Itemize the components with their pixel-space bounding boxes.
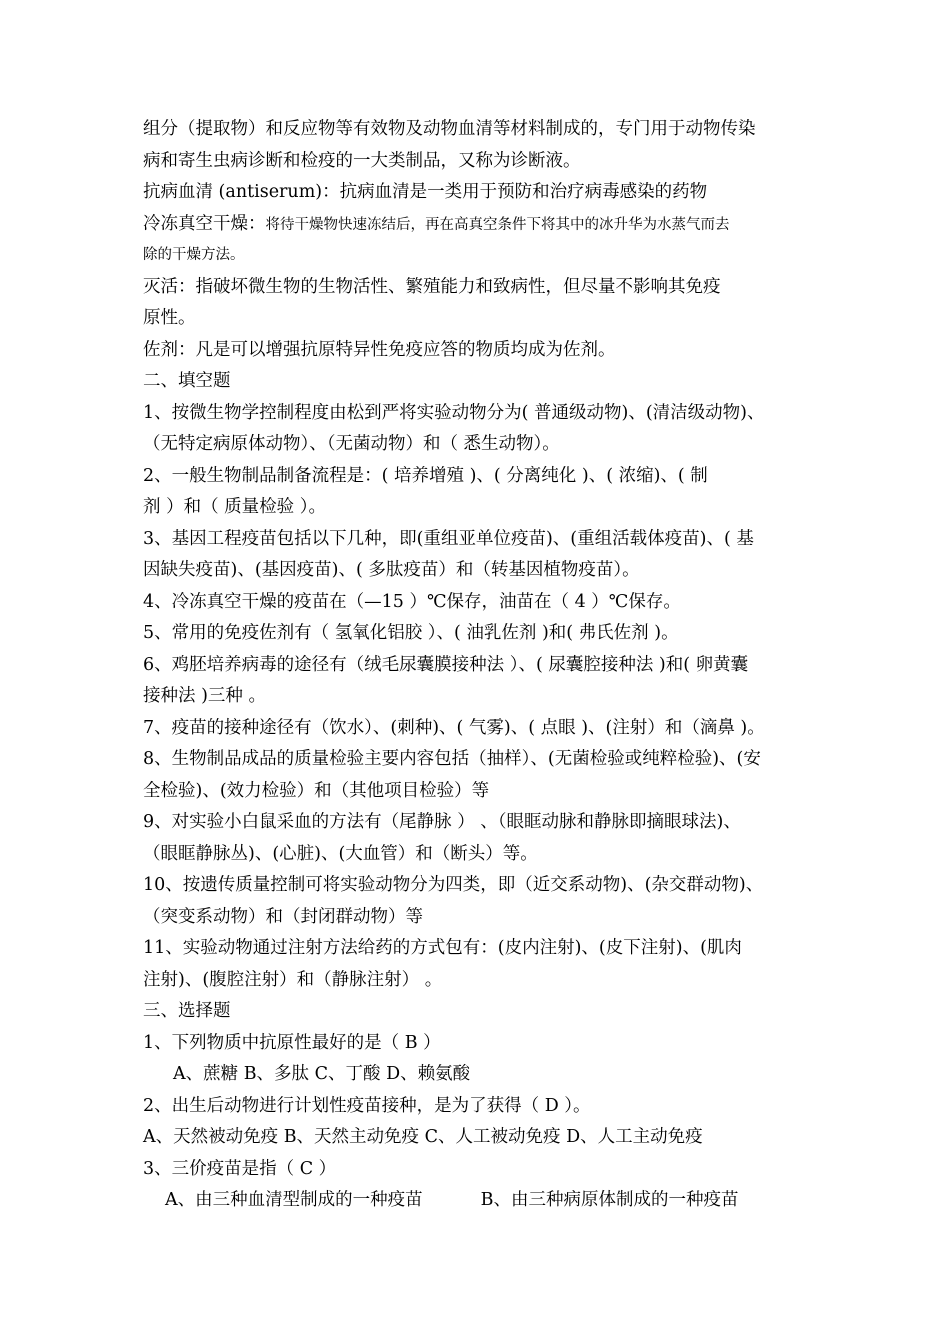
text-line: 除的干燥方法。	[143, 247, 245, 263]
text-line: 灭活：指破坏微生物的生物活性、繁殖能力和致病性，但尽量不影响其免疫	[143, 276, 721, 297]
text-line: 4、冷冻真空干燥的疫苗在（—15 ）℃保存，油苗在（ 4 ）℃保存。	[143, 591, 681, 612]
question-options: A、蔗糖 B、多肽 C、丁酸 D、赖氨酸	[173, 1064, 471, 1084]
document-body	[143, 114, 818, 1217]
question-options	[143, 1185, 818, 1217]
text-line: 佐剂：凡是可以增强抗原特异性免疫应答的物质均成为佐剂。	[143, 339, 616, 360]
section-heading: 二、填空题	[143, 371, 231, 391]
text-line: 1、按微生物学控制程度由松到严将实验动物分为( 普通级动物)、(清洁级动物)、	[143, 402, 765, 423]
question: 1、下列物质中抗原性最好的是（ B ）	[143, 1032, 441, 1053]
text-line: （无特定病原体动物）、（无菌动物）和（ 悉生动物）。	[143, 434, 560, 454]
question: 3、三价疫苗是指（ C ）	[143, 1158, 337, 1179]
section-heading: 三、选择题	[143, 1001, 231, 1021]
text-line: 11、实验动物通过注射方法给药的方式包有：(皮内注射)、(皮下注射)、(肌肉	[143, 938, 742, 958]
text-line: （眼眶静脉丛)、(心脏)、(大血管）和（断头）等。	[143, 843, 538, 864]
text-line	[143, 209, 818, 241]
question-options: A、天然被动免疫 B、天然主动免疫 C、人工被动免疫 D、人工主动免疫	[143, 1127, 703, 1147]
text-line: 7、疫苗的接种途径有（饮水）、(刺种)、( 气雾)、( 点眼 )、(注射）和（滴鼻 )。	[143, 717, 765, 738]
term-definition: 将待干燥物快速冻结后，再在高真空条件下将其中的冰升华为水蒸气而去	[265, 216, 730, 233]
text-line: 剂 ）和（ 质量检验 ）。	[143, 497, 326, 517]
text-line: 2、一般生物制品制备流程是：( 培养增殖 )、( 分离纯化 )、( 浓缩)、( 制	[143, 465, 708, 486]
text-line: 因缺失疫苗)、(基因疫苗)、( 多肽疫苗）和（转基因植物疫苗）。	[143, 560, 640, 580]
term-label: 冷冻真空干燥：	[143, 213, 266, 234]
text-line: 3、基因工程疫苗包括以下几种，即(重组亚单位疫苗)、(重组活载体疫苗)、( 基	[143, 528, 754, 549]
option-b: B、由三种病原体制成的一种疫苗	[480, 1190, 739, 1210]
text-line: 组分（提取物）和反应物等有效物及动物血清等材料制成的，专门用于动物传染	[143, 119, 756, 139]
text-line: 原性。	[143, 308, 196, 328]
text-line: （突变系动物）和（封闭群动物）等	[143, 906, 423, 927]
text-line: 8、生物制品成品的质量检验主要内容包括（抽样）、(无菌检验或纯粹检验)、(安	[143, 749, 761, 769]
text-line: 接种法 )三种 。	[143, 686, 266, 706]
text-line: 抗病血清 (antiserum)：抗病血清是一类用于预防和治疗病毒感染的药物	[143, 182, 708, 202]
text-line: 病和寄生虫病诊断和检疫的一大类制品，又称为诊断液。	[143, 150, 581, 171]
text-line: 6、鸡胚培养病毒的途径有（绒毛尿囊膜接种法 ）、( 尿囊腔接种法 )和( 卵黄囊	[143, 654, 749, 675]
text-line: 全检验)、(效力检验）和（其他项目检验）等	[143, 780, 490, 801]
text-line: 注射)、(腹腔注射）和（静脉注射） 。	[143, 969, 443, 990]
text-line: 9、对实验小白鼠采血的方法有（尾静脉 ） 、（眼眶动脉和静脉即摘眼球法)、	[143, 812, 741, 832]
text-line: 10、按遗传质量控制可将实验动物分为四类，即（近交系动物)、(杂交群动物)、	[143, 875, 764, 895]
text-line: 5、常用的免疫佐剂有（ 氢氧化铝胶 ）、( 油乳佐剂 )和( 弗氏佐剂 )。	[143, 623, 679, 643]
option-a: A、由三种血清型制成的一种疫苗	[165, 1190, 423, 1210]
question: 2、出生后动物进行计划性疫苗接种，是为了获得（ D ）。	[143, 1095, 591, 1116]
